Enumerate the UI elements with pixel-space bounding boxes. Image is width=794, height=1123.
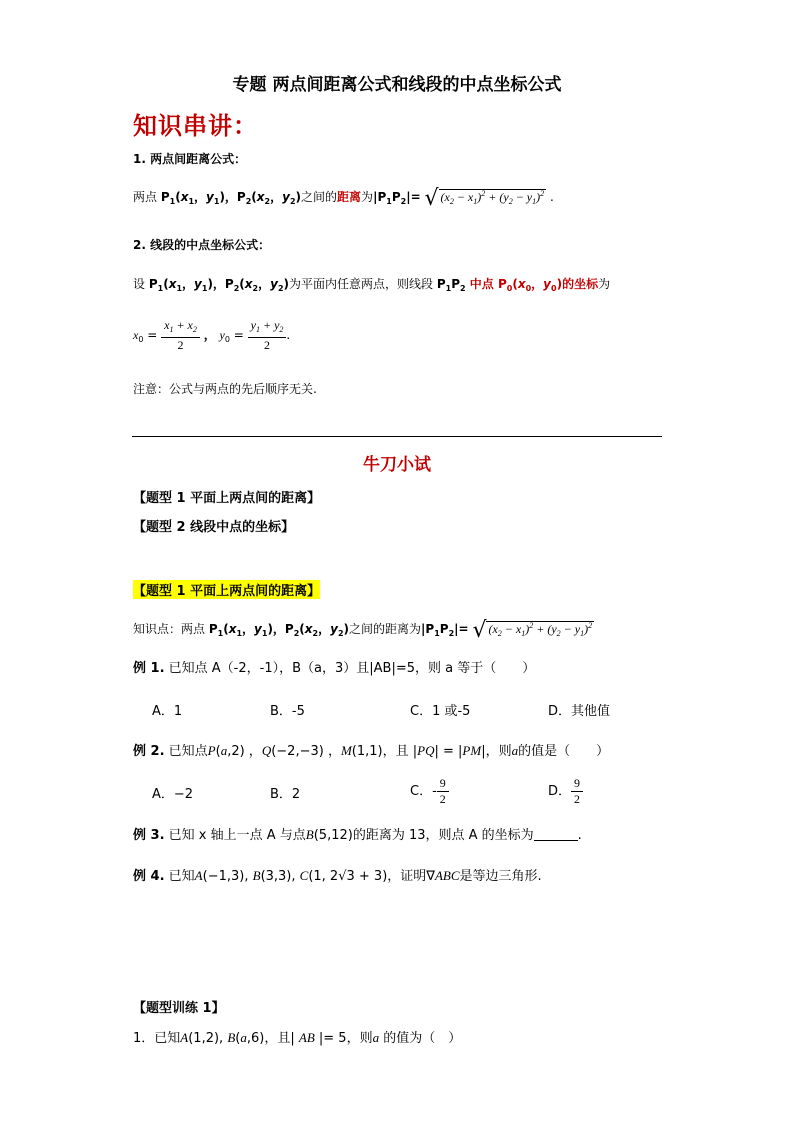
k1-heading: 1. 两点间距离公式：: [133, 152, 247, 166]
k2-midpoint-formula: $x_0$ = $\frac{x_1 + x_2}{2}$ ， $y_0$ = $\frac{y_1 + y_2}{2}$ .: [133, 318, 291, 352]
ex1-option-b: B．-5: [270, 704, 305, 719]
page-title: 专题 两点间距离公式和线段的中点坐标公式: [232, 75, 562, 95]
knowledge-heading: 知识串讲：: [133, 112, 258, 140]
example-2: 例 2. 已知点P(a,2) ，Q(−2,−3) ，M(1,1)，且 |PQ| = |PM|，则a的值是（ ）: [133, 743, 610, 759]
k2-points: $P_1(x_1$，$y_1$)，$P_2(x_2$，$y_2$): [148, 277, 290, 293]
ex4-text-c: 是等边三角形.: [459, 869, 542, 884]
ex3-text-a: 已知 x 轴上一点 A 与点: [168, 828, 306, 843]
ex1-option-d: D．其他值: [548, 704, 611, 719]
note-text: 注意：公式与两点的先后顺序无关.: [133, 382, 317, 396]
k2-segment: $P_1P_2$: [436, 277, 466, 293]
k2-midpoint: $P_0(x_0$，$y_0$): [497, 277, 563, 293]
example-1: [133, 657, 535, 676]
knowledge-point-line: [133, 618, 594, 643]
type-list-item-2: 【题型 2 线段中点的坐标】: [133, 520, 295, 535]
q1-text-c: ，则: [346, 1031, 373, 1046]
example-3: 例 3. 已知 x 轴上一点 A 与点B(5,12)的距离为 13，则点 A 的坐标为 .: [133, 827, 582, 843]
kp-abs: $|P_1P_2|=$: [421, 622, 469, 638]
k1-text-after: 为: [361, 190, 374, 204]
k1-abs: $|P_1P_2|=$: [373, 190, 421, 206]
ex3-text-c: .: [577, 828, 582, 843]
ex2-option-d-label: D．: [548, 784, 572, 799]
x0-fraction: $\frac{x_1 + x_2}{2}$: [161, 318, 200, 353]
ex2-option-c-fraction: $\frac{9}{2}$: [437, 776, 449, 807]
ex1-label: 例 1.: [133, 661, 165, 676]
ex2-option-c-label: C．-: [410, 784, 437, 799]
k2-text-red2: 的坐标: [562, 277, 599, 291]
y0-fraction: $\frac{y_1 + y_2}{2}$: [248, 318, 287, 353]
training-question-1: 1．已知A(1,2), B(a,6)，且| AB |= 5，则a 的值为（ ）: [133, 1030, 462, 1046]
kp-mid: 之间的距离为: [349, 622, 422, 636]
k2-text-after: 为: [598, 277, 611, 291]
q1-text-a: 1．已知: [133, 1031, 181, 1046]
type1-banner: 【题型 1 平面上两点间的距离】: [133, 580, 320, 599]
ex4-text-b: ，证明: [387, 869, 427, 884]
type-list-item-1: 【题型 1 平面上两点间的距离】: [133, 491, 321, 506]
ex4-text-a: 已知: [168, 869, 195, 884]
divider: [132, 436, 662, 437]
k1-text-before: 两点: [133, 190, 161, 204]
k1-text-mid: 之间的: [301, 190, 338, 204]
k2-text-line: [133, 275, 610, 293]
kp-sqrt: √ $(x_2 - x_1)^2 + (y_2 - y_1)^2$: [472, 618, 593, 643]
training-heading: 【题型训练 1】: [133, 1001, 225, 1016]
q1-text-d: 的值为（ ）: [383, 1031, 462, 1046]
ex1-option-c: C．1 或-5: [410, 704, 471, 719]
ex2-option-a: A．−2: [152, 787, 194, 802]
k2-text-before: 设: [133, 277, 149, 291]
k2-text-mid: 为平面内任意两点，则线段: [289, 277, 437, 291]
ex3-label: 例 3.: [133, 828, 165, 843]
kp-label: 知识点：两点: [133, 622, 209, 636]
ex2-option-c: [410, 776, 449, 807]
ex3-text-b: 的距离为 13，则点 A 的坐标为: [352, 828, 534, 843]
k1-sqrt: √ $(x_2 - x_1)^2 + (y_2 - y_1)^2$: [424, 186, 545, 211]
answer-blank[interactable]: [534, 828, 578, 841]
kp-points: $P_1(x_1$，$y_1$)，$P_2(x_2$，$y_2$): [208, 622, 350, 638]
k1-points: $P_1(x_1$，$y_1$)，$P_2(x_2$，$y_2$): [160, 190, 302, 206]
ex1-text: 已知点 A（-2，-1），B（a，3）且|AB|=5，则 a 等于（ ）: [168, 661, 536, 676]
ex1-option-a: A．1: [152, 704, 183, 719]
k2-text-red: 中点: [469, 277, 498, 291]
k1-formula-line: 两点 $P_1(x_1$，$y_1$)，$P_2(x_2$，$y_2$)之间的距离为$|P_1P_2|=$ √ $(x_2 - x_1)^2 + (y_2 - y_1)^2$ .: [133, 186, 554, 211]
ex2-text-b: ，且: [382, 744, 409, 759]
ex2-option-d: [548, 776, 583, 807]
ex2-text-d: 的值是（ ）: [518, 744, 610, 759]
k2-heading: 2. 线段的中点坐标公式：: [133, 238, 271, 252]
ex2-option-d-fraction: $\frac{9}{2}$: [571, 776, 583, 807]
section-title: 牛刀小试: [363, 455, 431, 475]
example-4: 例 4. 已知A(−1,3), B(3,3), C(1, 2√3 + 3)，证明∇ABC是等边三角形.: [133, 868, 542, 884]
ex4-label: 例 4.: [133, 869, 165, 884]
ex2-label: 例 2.: [133, 744, 165, 759]
q1-text-b: ，且: [264, 1031, 291, 1046]
ex2-option-b: B．2: [270, 787, 301, 802]
k1-text-red: 距离: [337, 190, 362, 204]
ex2-text-c: ，则: [485, 744, 512, 759]
ex2-text-a: 已知点: [168, 744, 208, 759]
